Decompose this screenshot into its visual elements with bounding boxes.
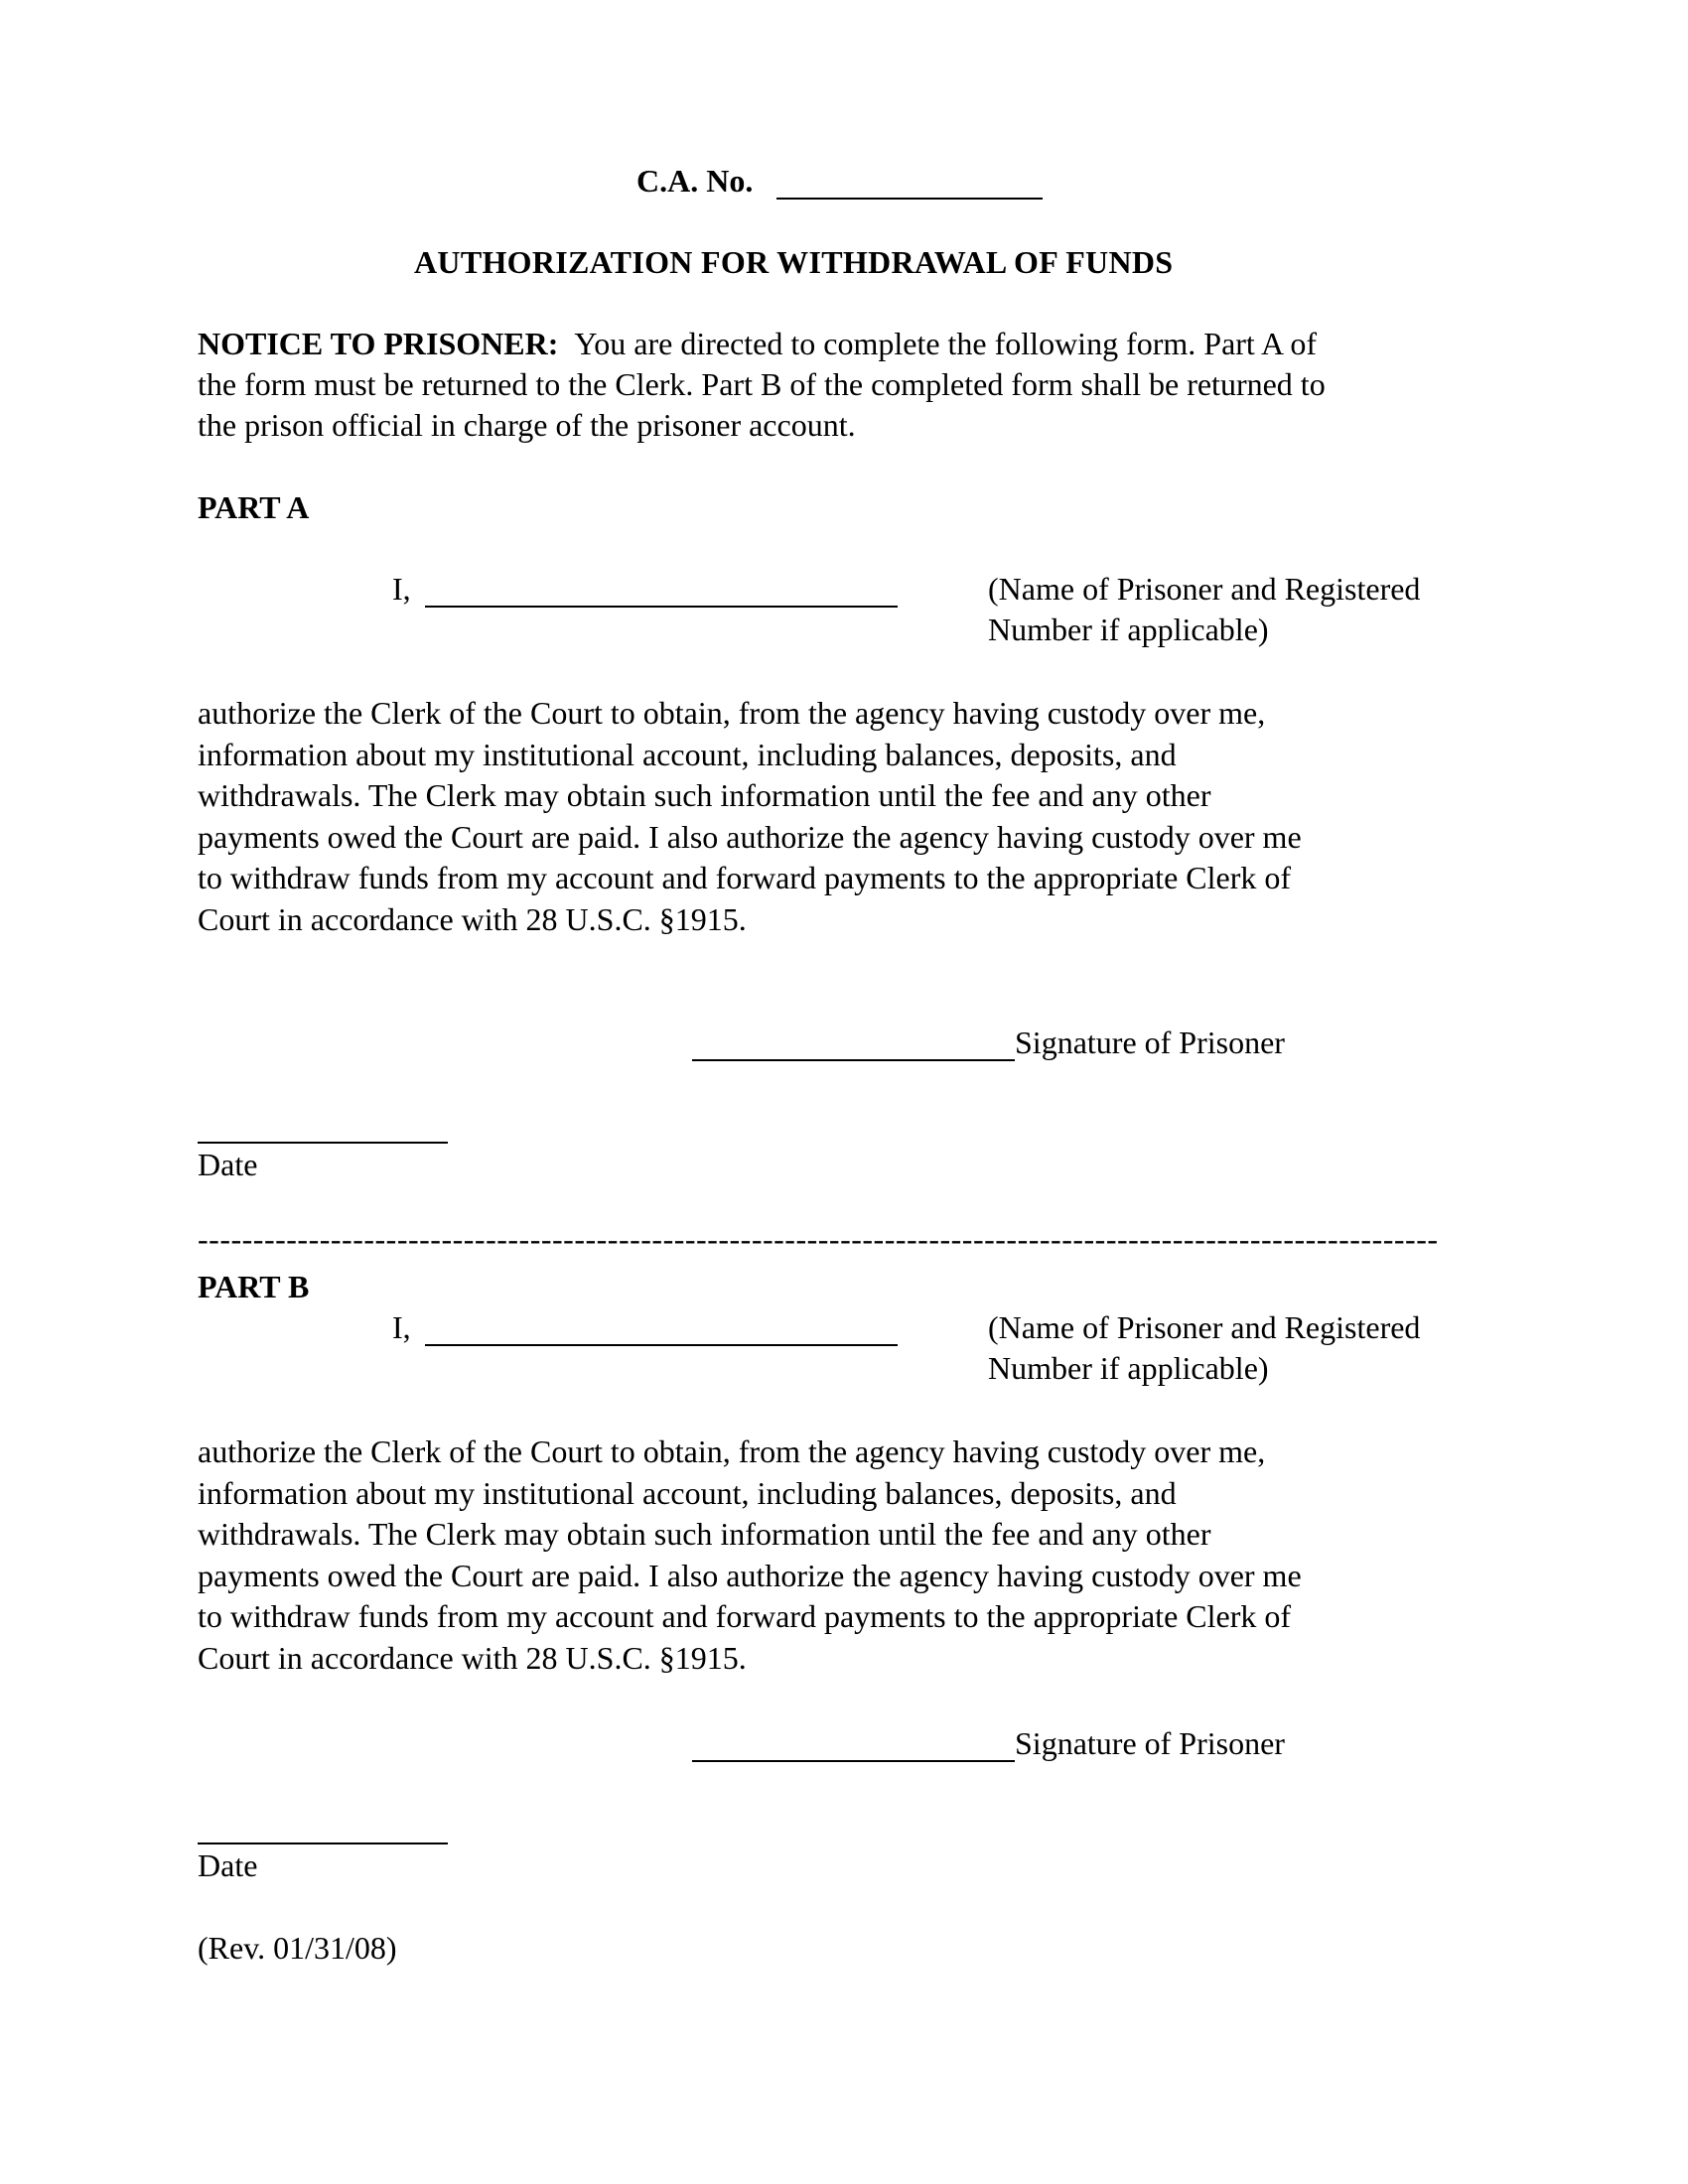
part-b-name-field[interactable] xyxy=(425,1344,898,1346)
part-b-body-line: payments owed the Court are paid. I also authorize the agency having custody over me xyxy=(198,1557,1302,1593)
notice-line-2: the form must be returned to the Clerk. Part B of the completed form shall be returned to xyxy=(198,366,1326,402)
part-b-name-hint-1: (Name of Prisoner and Registered xyxy=(988,1309,1421,1345)
part-b-body-line: authorize the Clerk of the Court to obtain, from the agency having custody over me, xyxy=(198,1433,1266,1469)
part-b-i-label: I, xyxy=(392,1309,411,1345)
part-b-body-line: information about my institutional account, including balances, deposits, and xyxy=(198,1474,1177,1511)
part-b-date-label: Date xyxy=(198,1847,258,1883)
part-b-name-hint-2: Number if applicable) xyxy=(988,1350,1269,1386)
part-b-heading: PART B xyxy=(198,1269,310,1304)
part-a-signature-label: Signature of Prisoner xyxy=(1015,1024,1285,1060)
part-a-body-line: withdrawals. The Clerk may obtain such information until the fee and any other xyxy=(198,777,1211,813)
revision-note: (Rev. 01/31/08) xyxy=(198,1930,397,1966)
case-number-label: C.A. No. xyxy=(636,163,754,199)
part-a-signature-field[interactable] xyxy=(692,1059,1015,1061)
part-a-date-label: Date xyxy=(198,1147,258,1182)
notice-heading: NOTICE TO PRISONER: xyxy=(198,326,559,361)
notice-line-1 xyxy=(198,324,1317,364)
notice-text-1: You are directed to complete the following form. Part A of xyxy=(574,326,1318,361)
document-title: AUTHORIZATION FOR WITHDRAWAL OF FUNDS xyxy=(414,244,1174,280)
part-b-date-field[interactable] xyxy=(198,1843,448,1844)
part-a-heading: PART A xyxy=(198,489,310,525)
part-a-name-hint-2: Number if applicable) xyxy=(988,612,1269,647)
part-b-body-line: withdrawals. The Clerk may obtain such information until the fee and any other xyxy=(198,1516,1211,1552)
part-separator: ---------------------------------------------------------------------------------------------------------------- xyxy=(198,1221,1439,1257)
part-b-signature-label: Signature of Prisoner xyxy=(1015,1725,1285,1761)
part-b-signature-field[interactable] xyxy=(692,1760,1015,1762)
part-a-body-line: information about my institutional account, including balances, deposits, and xyxy=(198,736,1177,772)
part-b-body xyxy=(198,1432,1508,1679)
notice-line-3: the prison official in charge of the prisoner account. xyxy=(198,407,856,443)
part-b-body-line: Court in accordance with 28 U.S.C. §1915. xyxy=(198,1639,747,1676)
part-a-body-line: to withdraw funds from my account and forward payments to the appropriate Clerk of xyxy=(198,860,1292,895)
part-a-name-field[interactable] xyxy=(425,606,898,608)
part-a-body-line: payments owed the Court are paid. I also authorize the agency having custody over me xyxy=(198,818,1302,855)
part-b-body-line: to withdraw funds from my account and forward payments to the appropriate Clerk of xyxy=(198,1598,1292,1634)
part-a-body xyxy=(198,693,1508,940)
case-number-field[interactable] xyxy=(776,198,1043,200)
part-a-i-label: I, xyxy=(392,571,411,607)
part-a-body-line: Court in accordance with 28 U.S.C. §1915. xyxy=(198,900,747,937)
part-a-date-field[interactable] xyxy=(198,1142,448,1144)
part-a-body-line: authorize the Clerk of the Court to obtain, from the agency having custody over me, xyxy=(198,695,1266,731)
part-a-name-hint-1: (Name of Prisoner and Registered xyxy=(988,571,1421,607)
